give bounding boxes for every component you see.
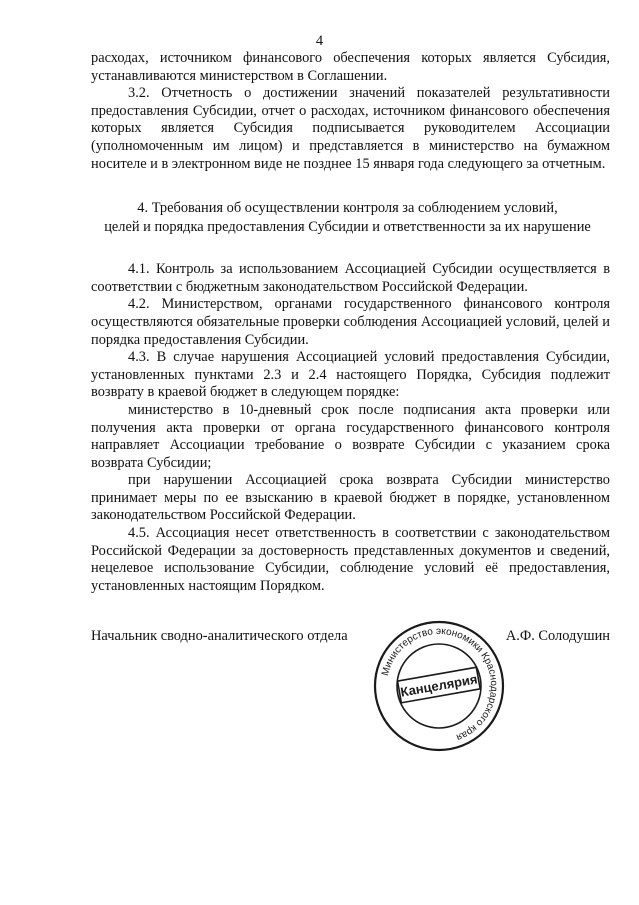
paragraph-4-1: 4.1. Контроль за использованием Ассоциацией Субсидии осуществляется в соответствии с бюджетным законодательством Российской Федерации. <box>91 261 610 295</box>
document-body <box>91 50 610 595</box>
stamp-center-text: Канцелярия <box>399 671 479 700</box>
signature-block <box>91 628 610 648</box>
paragraph-4-3-item-2: при нарушении Ассоциацией срока возврата Субсидии министерство принимает меры по ее взысканию в краевой бюджет в порядке, установленном законодательством Российской Федерации. <box>91 472 610 524</box>
paragraph-4-5: 4.5. Ассоциация несет ответственность в соответствии с законодательством Российской Федерации за достоверность представленных документов и сведений, нецелевое использование Субсидии, соблюдение условий её предоставления, установленных настоящим Порядком. <box>91 525 610 594</box>
paragraph-3-2: 3.2. Отчетность о достижении значений показателей результативности предоставления Субсидии, отчет о расходах, источником финансового обеспечения которых является Субсидия подписывается руководителем Ассоциации (уполномоченным им лицом) и представляется в министерство на бумажном носителе и в электронном виде не позднее 15 января года следующего за отчетным. <box>91 85 610 172</box>
paragraph-4-2: 4.2. Министерством, органами государственного финансового контроля осуществляются обязательные проверки соблюдения Ассоциацией условий, целей и порядка предоставления Субсидии. <box>91 296 610 348</box>
signatory-name: А.Ф. Солодушин <box>505 628 610 644</box>
section-title-line-2: целей и порядка предоставления Субсидии и ответственности за их нарушение <box>104 219 591 236</box>
paragraph-4-3: 4.3. В случае нарушения Ассоциацией условий предоставления Субсидии, установленных пунктами 2.3 и 2.4 настоящего Порядка, Субсидия подлежит возврату в краевой бюджет в следующем порядке: <box>91 349 610 401</box>
office-stamp <box>371 618 507 754</box>
page-number: 4 <box>315 33 324 49</box>
section-title-line-1: 4. Требования об осуществлении контроля за соблюдением условий, <box>137 200 558 217</box>
section-title <box>85 199 610 237</box>
paragraph-continuation: расходах, источником финансового обеспечения которых является Субсидия, устанавливаются министерством в Соглашении. <box>91 50 610 84</box>
signatory-position: Начальник сводно-аналитического отдела <box>91 628 348 644</box>
paragraph-4-3-item-1: министерство в 10-дневный срок после подписания акта проверки или получения акта проверки от органа государственного финансового контроля направляет Ассоциации требование о возврате Субсидии с указанием срока возврата Субсидии; <box>91 401 610 471</box>
stamp-ring-text: Министерство экономики Краснодарского края <box>380 625 500 743</box>
